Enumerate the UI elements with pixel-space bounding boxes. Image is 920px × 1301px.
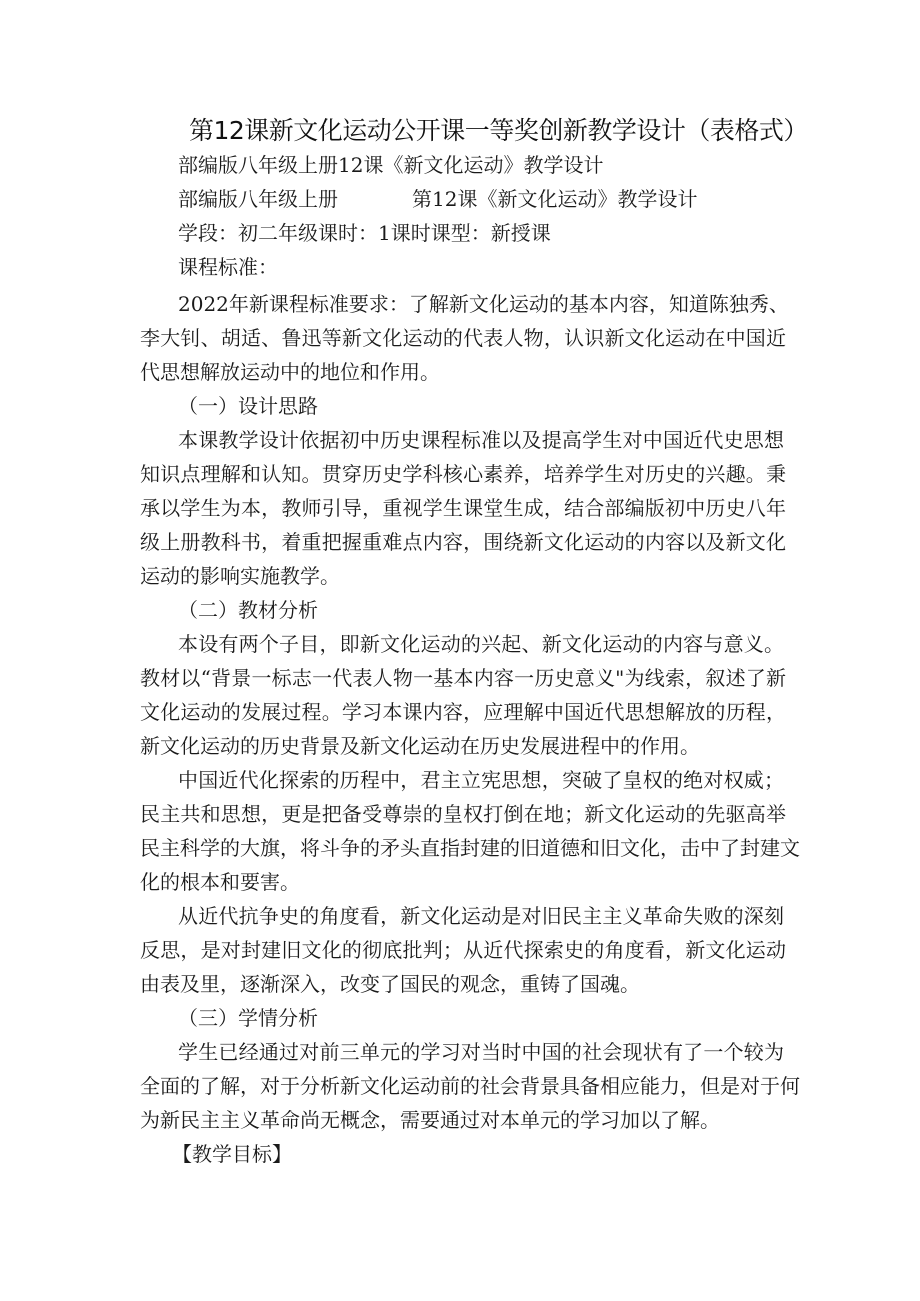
student-analysis-line: 全面的了解，对于分析新文化运动前的社会背景具备相应能力，但是对于何 <box>140 1074 800 1098</box>
textbook-analysis-line: 民主共和思想，更是把备受尊崇的皇权打倒在地；新文化运动的先驱高举 <box>140 802 786 826</box>
student-analysis-line: 为新民主主义革命尚无概念，需要通过对本单元的学习加以了解。 <box>140 1108 720 1132</box>
student-analysis-heading: （三）学情分析 <box>178 1006 318 1030</box>
design-idea-heading: （一）设计思路 <box>178 394 318 418</box>
textbook-analysis-line: 文化运动的发展过程。学习本课内容，应理解中国近代思想解放的历程， <box>140 700 786 724</box>
textbook-analysis-line: 由表及里，逐渐深入，改变了国民的观念，重铸了国魂。 <box>140 972 640 996</box>
design-idea-line: 级上册教科书，着重把握重难点内容，围绕新文化运动的内容以及新文化 <box>140 530 786 554</box>
teaching-objectives-heading: 【教学目标】 <box>172 1142 292 1166</box>
textbook-analysis-line: 中国近代化探索的历程中，君主立宪思想，突破了皇权的绝对权威； <box>178 768 784 792</box>
standard-line: 代思想解放运动中的地位和作用。 <box>140 360 440 384</box>
textbook-analysis-line: 新文化运动的历史背景及新文化运动在历史发展进程中的作用。 <box>140 734 700 758</box>
course-info-line: 学段：初二年级课时：1课时课型：新授课 <box>178 221 551 245</box>
textbook-analysis-line: 反思，是对封建旧文化的彻底批判；从近代探索史的角度看，新文化运动 <box>140 938 786 962</box>
textbook-analysis-line: 教材以“背景一标志一代表人物一基本内容一历史意义"为线索，叙述了新 <box>140 666 786 690</box>
subtitle-line-2-right: 第12课《新文化运动》教学设计 <box>412 187 698 211</box>
textbook-analysis-line: 民主科学的大旗，将斗争的矛头直指封建的旧道德和旧文化，击中了封建文 <box>140 836 800 860</box>
standard-line: 李大钊、胡适、鲁迅等新文化运动的代表人物，认识新文化运动在中国近 <box>140 326 786 350</box>
design-idea-line: 知识点理解和认知。贯穿历史学科核心素养，培养学生对历史的兴趣。秉 <box>140 462 786 486</box>
textbook-analysis-line: 从近代抗争史的角度看，新文化运动是对旧民主主义革命失败的深刻 <box>178 904 784 928</box>
design-idea-line: 承以学生为本，教师引导，重视学生课堂生成，结合部编版初中历史八年 <box>140 496 786 520</box>
textbook-analysis-heading: （二）教材分析 <box>178 598 318 622</box>
curriculum-standard-heading: 课程标准： <box>178 255 278 279</box>
textbook-analysis-line: 化的根本和要害。 <box>140 870 300 894</box>
standard-line: 2022年新课程标准要求：了解新文化运动的基本内容，知道陈独秀、 <box>178 292 789 316</box>
student-analysis-line: 学生已经通过对前三单元的学习对当时中国的社会现状有了一个较为 <box>178 1040 784 1064</box>
document-title: 第12课新文化运动公开课一等奖创新教学设计（表格式） <box>189 116 808 145</box>
design-idea-line: 本课教学设计依据初中历史课程标准以及提高学生对中国近代史思想 <box>178 428 784 452</box>
subtitle-line-1: 部编版八年级上册12课《新文化运动》教学设计 <box>178 153 604 177</box>
textbook-analysis-line: 本设有两个子目，即新文化运动的兴起、新文化运动的内容与意义。 <box>178 632 784 656</box>
design-idea-line: 运动的影响实施教学。 <box>140 564 340 588</box>
subtitle-line-2-left: 部编版八年级上册 <box>178 187 338 211</box>
